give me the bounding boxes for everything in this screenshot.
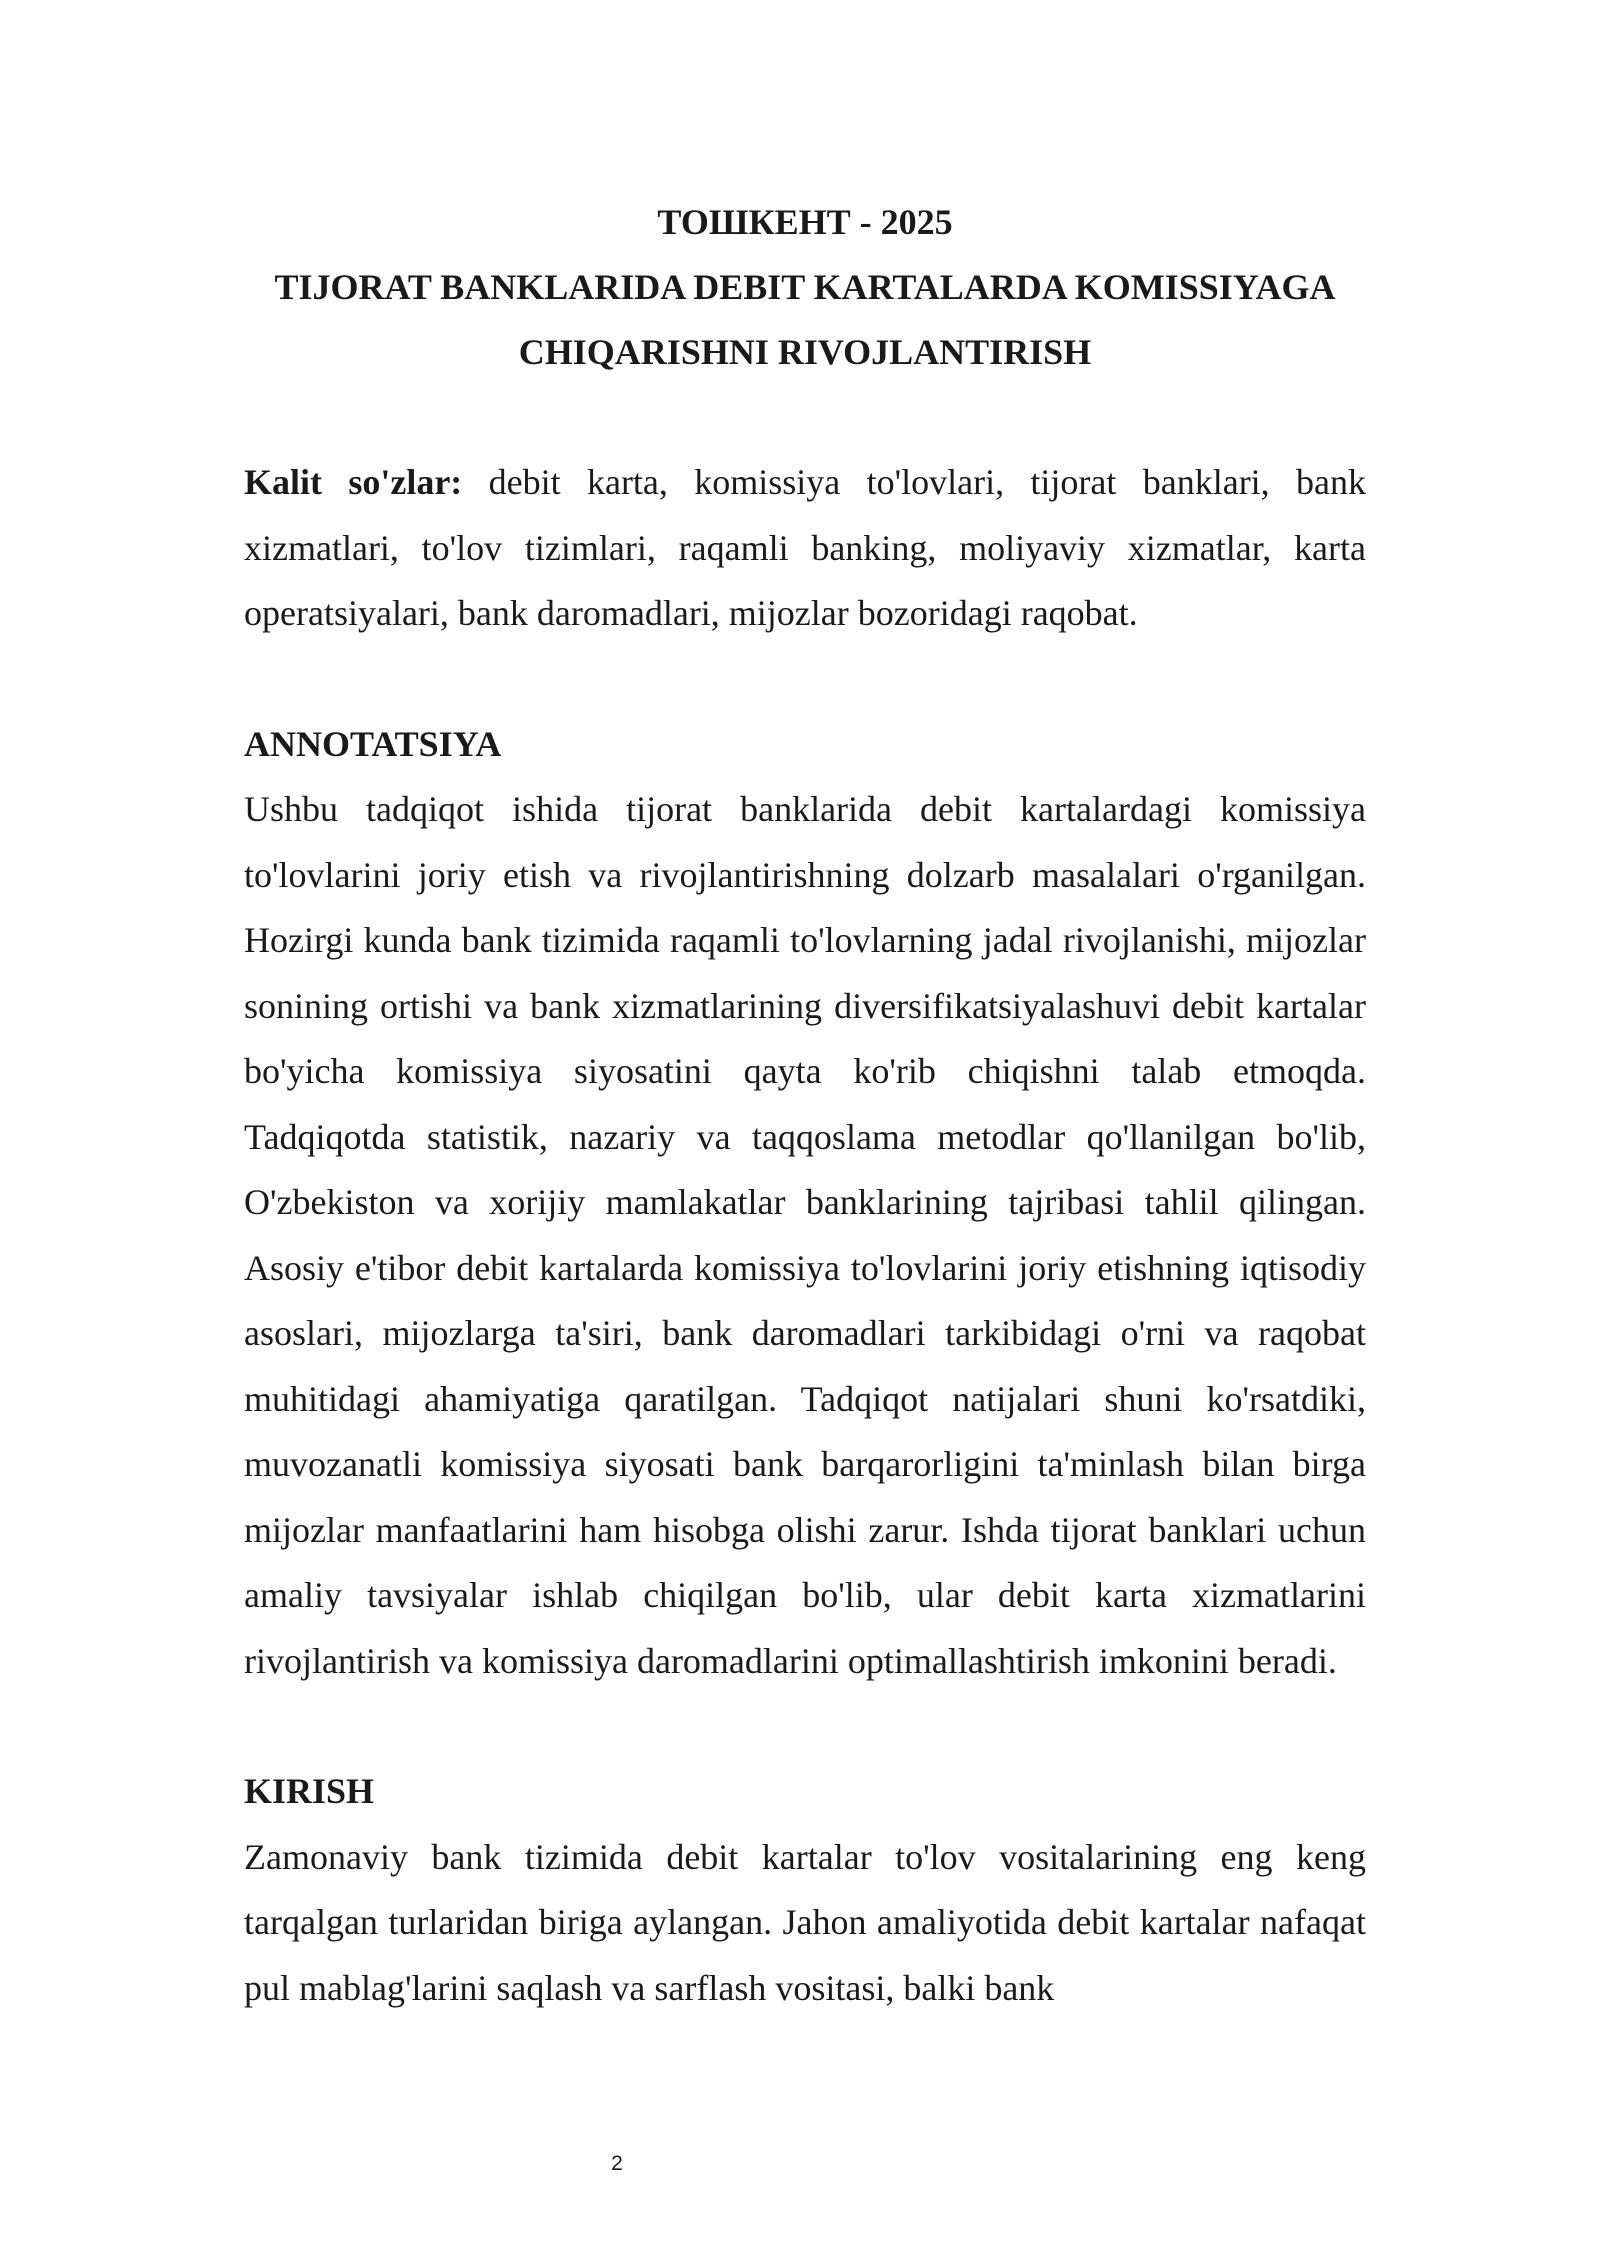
city-year: ТОШКЕНТ - 2025: [657, 202, 953, 242]
title-line-2: CHIQARISHNI RIVOJLANTIRISH: [518, 332, 1092, 372]
introduction-body: Zamonaviy bank tizimida debit kartalar to'lov vositalarining eng keng tarqalgan turlaridan biriga aylangan. Jahon amaliyotida debit kartalar nafaqat pul mablag'larini saqlash va sarflash vositasi, balki bank: [244, 1836, 1366, 2008]
annotation-section: [244, 712, 1366, 1695]
keywords-label: Kalit so'zlar:: [244, 462, 463, 502]
introduction-heading: KIRISH: [244, 1771, 375, 1811]
title-block: [244, 190, 1366, 385]
annotation-body: Ushbu tadqiqot ishida tijorat banklarida debit kartalardagi komissiya to'lovlarini joriy etish va rivojlantirishning dolzarb masalalari o'rganilgan. Hozirgi kunda bank tizimida raqamli to'lovlarning jadal rivojlanishi, mijozlar sonining ortishi va bank xizmatlarining diversifikatsiyalashuvi debit kartalar bo'yicha komissiya siyosatini qayta ko'rib chiqishni talab etmoqda. Tadqiqotda statistik, nazariy va taqqoslama metodlar qo'llanilgan bo'lib, O'zbekiston va xorijiy mamlakatlar banklarining tajribasi tahlil qilingan. Asosiy e'tibor debit kartalarda komissiya to'lovlarini joriy etishning iqtisodiy asoslari, mijozlarga ta'siri, bank daromadlari tarkibidagi o'rni va raqobat muhitidagi ahamiyatiga qaratilgan. Tadqiqot natijalari shuni ko'rsatdiki, muvozanatli komissiya siyosati bank barqarorligini ta'minlash bilan birga mijozlar manfaatlarini ham hisobga olishi zarur. Ishda tijorat banklari uchun amaliy tavsiyalar ishlab chiqilgan bo'lib, ular debit karta xizmatlarini rivojlantirish va komissiya daromadlarini optimallashtirish imkonini beradi.: [244, 789, 1366, 1681]
page-content: [244, 190, 1366, 2021]
keywords-paragraph: [244, 450, 1366, 647]
annotation-heading: ANNOTATSIYA: [244, 723, 502, 764]
page-number: 2: [611, 2152, 623, 2175]
title-line-1: TIJORAT BANKLARIDA DEBIT KARTALARDA KOMISSIYAGA: [274, 267, 1336, 307]
keywords-text: debit karta, komissiya to'lovlari, tijorat banklari, bank xizmatlari, to'lov tizimlari, raqamli banking, moliyaviy xizmatlar, karta operatsiyalari, bank daromadlari, mijozlar bozoridagi raqobat.: [244, 462, 1366, 633]
introduction-section: [244, 1759, 1366, 2021]
